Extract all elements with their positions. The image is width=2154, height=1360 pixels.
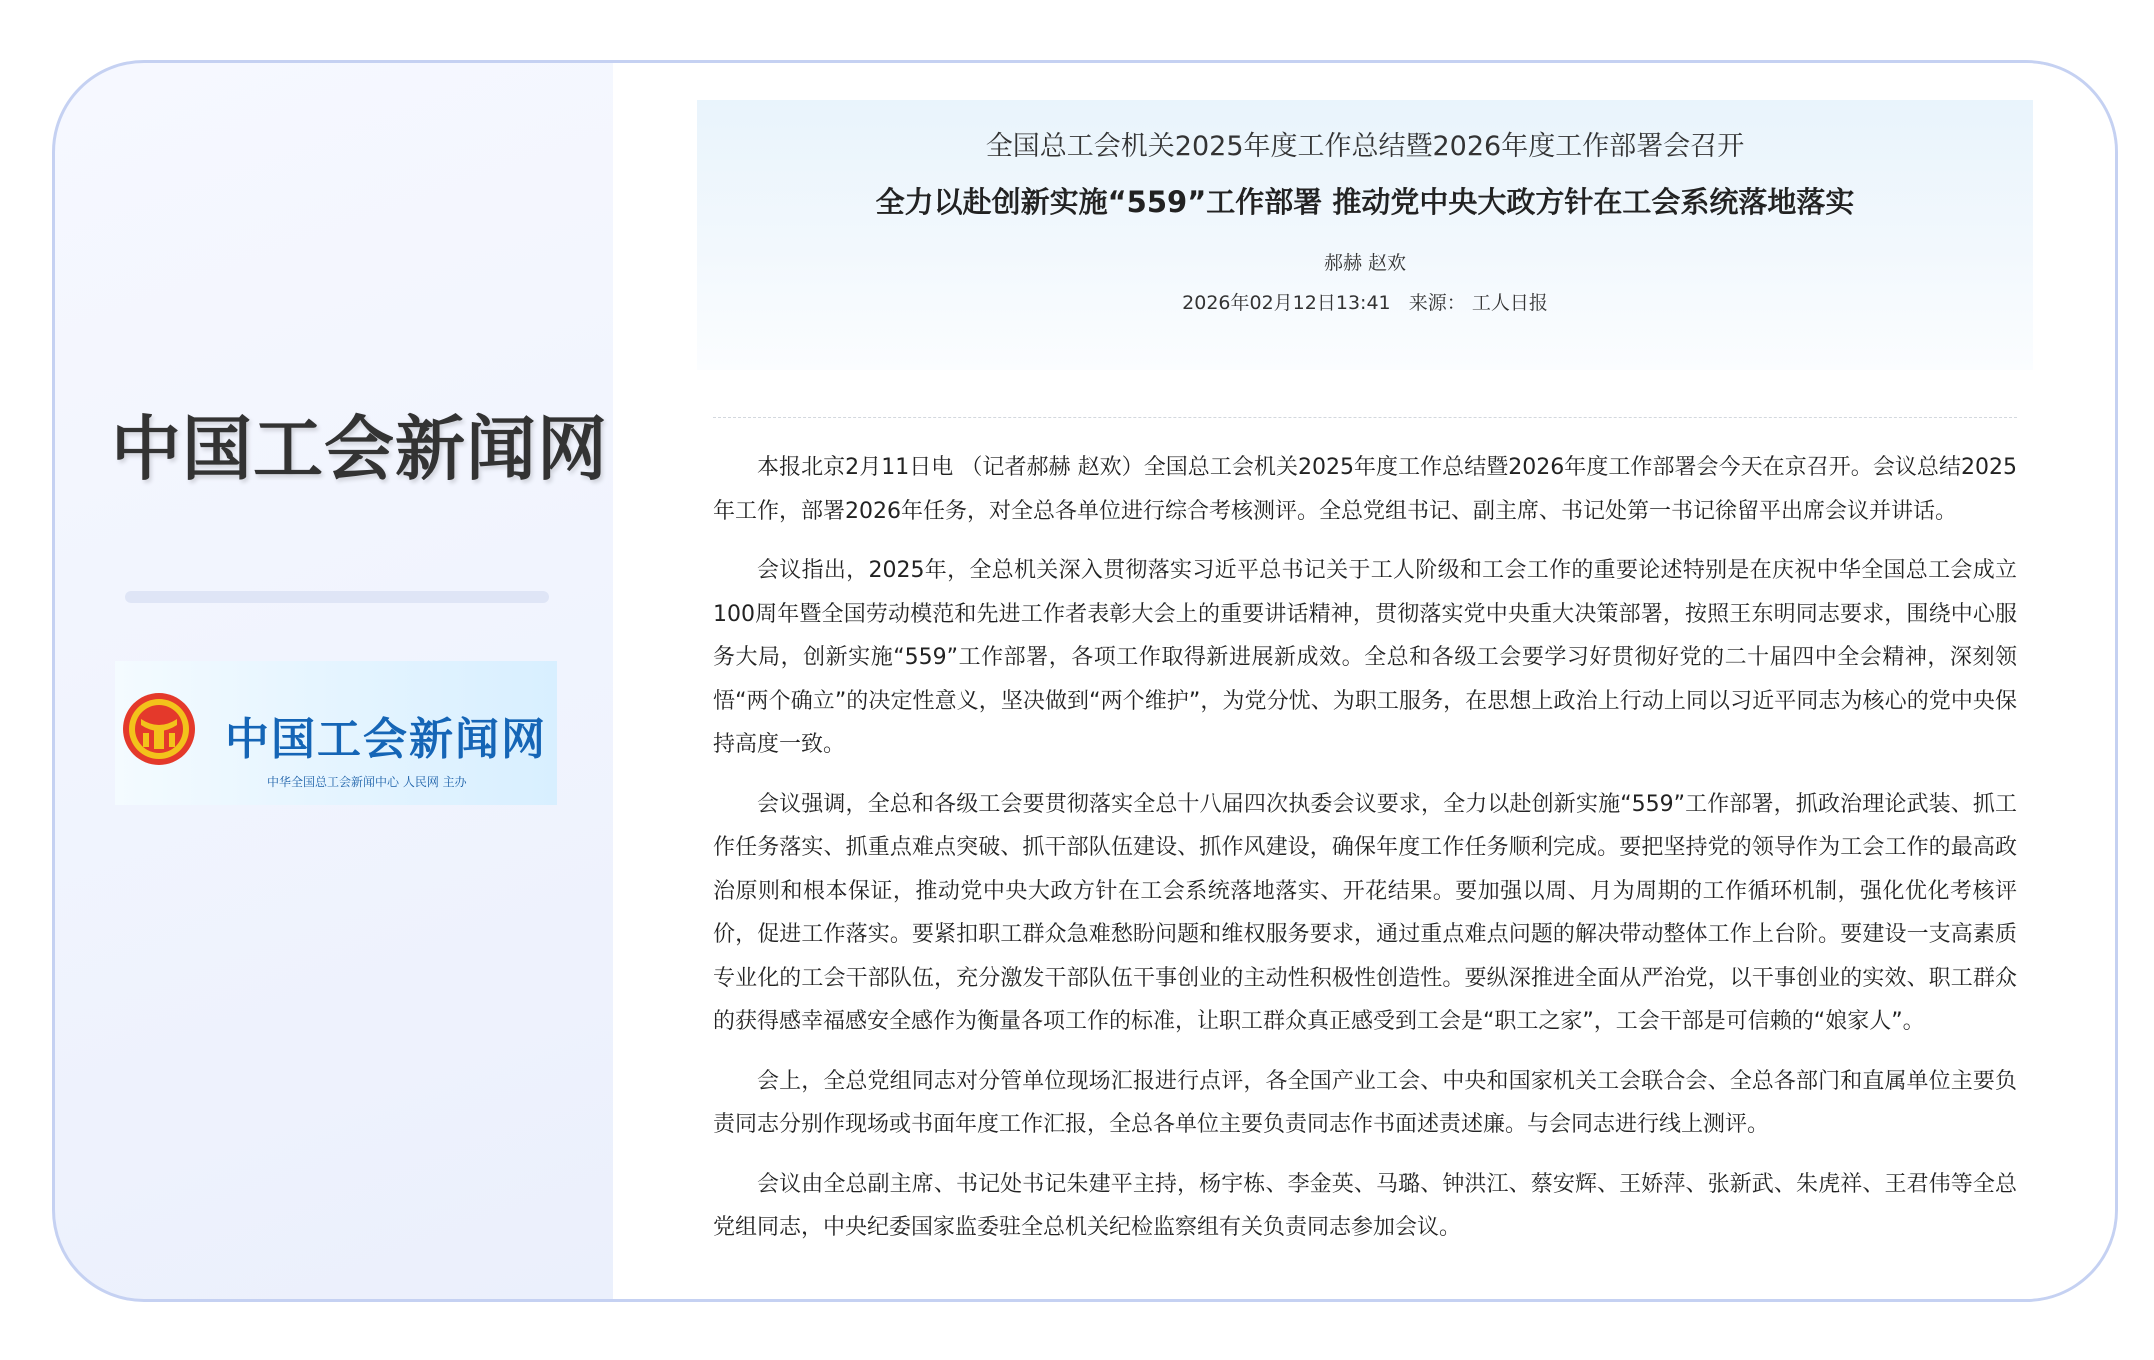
article-paragraph: 会议指出，2025年，全总机关深入贯彻落实习近平总书记关于工人阶级和工会工作的重要论述特别是在庆祝中华全国总工会成立100周年暨全国劳动模范和先进工作者表彰大会上的重要讲话精神，贯彻落实党中央重大决策部署，按照王东明同志要求，围绕中心服务大局，创新实施“559”工作部署，各项工作取得新进展新成效。全总和各级工会要学习好贯彻好党的二十届四中全会精神，深刻领悟“两个确立”的决定性意义，坚决做到“两个维护”，为党分忧、为职工服务，在思想上政治上行动上同以习近平同志为核心的党中央保持高度一致。	[713, 558, 2017, 757]
divider	[125, 591, 549, 603]
article-body	[713, 446, 2017, 1266]
site-title: 中国工会新闻网	[111, 408, 608, 490]
article-title: 全力以赴创新实施“559”工作部署 推动党中央大政方针在工会系统落地落实	[875, 185, 1855, 219]
article-source-label: 来源：	[1408, 292, 1466, 314]
article-paragraph: 会上，全总党组同志对分管单位现场汇报进行点评，各全国产业工会、中央和国家机关工会联合会、全总各部门和直属单位主要负责同志分别作现场或书面年度工作汇报，全总各单位主要负责同志作书面述责述廉。与会同志进行线上测评。	[713, 1068, 2017, 1137]
article-panel	[613, 60, 2118, 1302]
article-pre-title: 全国总工会机关2025年度工作总结暨2026年度工作部署会召开	[985, 131, 1745, 162]
article-paragraph: 本报北京2月11日电 （记者郝赫 赵欢）全国总工会机关2025年度工作总结暨2026年度工作部署会今天在京召开。会议总结2025年工作，部署2026年任务，对全总各单位进行综合考核测评。全总党组书记、副主席、书记处第一书记徐留平出席会议并讲话。	[713, 455, 2017, 524]
site-logo	[115, 661, 557, 805]
article-source: 工人日报	[1471, 292, 1548, 314]
article-paragraph: 会议强调，全总和各级工会要贯彻落实全总十八届四次执委会议要求，全力以赴创新实施“559”工作部署，抓政治理论武装、抓工作任务落实、抓重点难点突破、抓干部队伍建设、抓作风建设，确保年度工作任务顺利完成。要把坚持党的领导作为工会工作的最高政治原则和根本保证，推动党中央大政方针在工会系统落地落实、开花结果。要加强以周、月为周期的工作循环机制，强化优化考核评价，促进工作落实。要紧扣职工群众急难愁盼问题和维权服务要求，通过重点难点问题的解决带动整体工作上台阶。要建设一支高素质专业化的工会干部队伍，充分激发干部队伍干事创业的主动性积极性创造性。要纵深推进全面从严治党，以干事创业的实效、职工群众的获得感幸福感安全感作为衡量各项工作的标准，让职工群众真正感受到工会是“职工之家”，工会干部是可信赖的“娘家人”。	[713, 791, 2017, 1034]
header-rule	[713, 417, 2017, 418]
logo-name: 中国工会新闻网	[225, 714, 547, 765]
article-authors: 郝赫 赵欢	[1323, 252, 1407, 274]
article-meta	[697, 288, 2033, 315]
article-datetime: 2026年02月12日13:41	[1182, 292, 1391, 314]
trade-union-emblem-icon	[121, 691, 197, 767]
article-header	[697, 100, 2033, 370]
logo-subtitle: 中华全国总工会新闻中心 人民网 主办	[267, 775, 467, 789]
left-panel	[55, 63, 615, 1299]
card-frame	[52, 60, 2118, 1302]
article-paragraph: 会议由全总副主席、书记处书记朱建平主持，杨宇栋、李金英、马璐、钟洪江、蔡安辉、王娇萍、张新武、朱虎祥、王君伟等全总党组同志，中央纪委国家监委驻全总机关纪检监察组有关负责同志参加会议。	[713, 1171, 2017, 1240]
